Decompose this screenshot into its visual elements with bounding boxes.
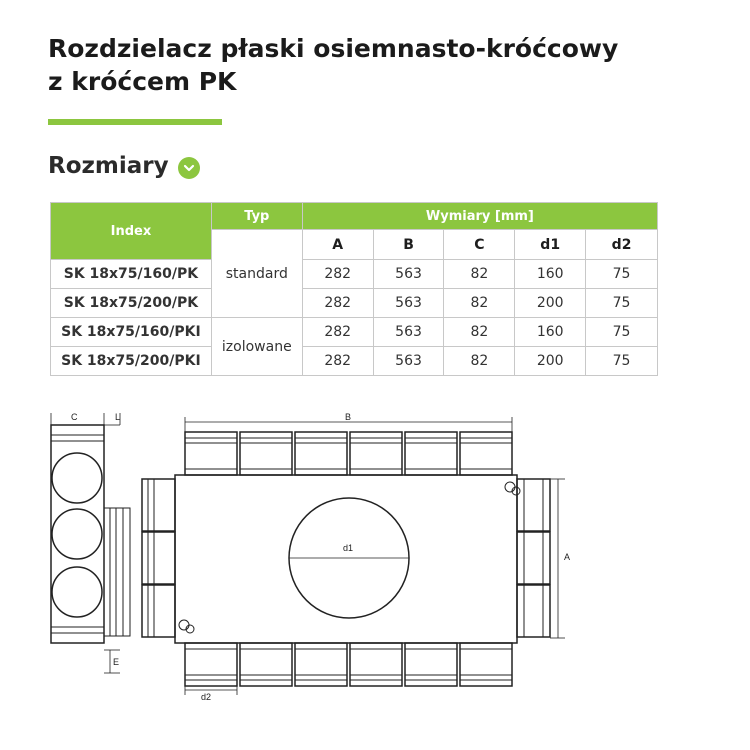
cell-b: 563	[373, 318, 444, 347]
typ-cell-izolowane: izolowane	[211, 318, 302, 376]
title-line-2: z króćcem PK	[48, 67, 237, 96]
typ-cell-standard: standard	[211, 230, 302, 318]
cell-d1: 160	[515, 260, 586, 289]
cell-c: 82	[444, 289, 515, 318]
dimensions-table	[50, 202, 658, 376]
cell-d2: 75	[586, 260, 658, 289]
cell-a: 282	[302, 289, 373, 318]
header-wymiary: Wymiary [mm]	[302, 203, 657, 230]
cell-d1: 160	[515, 318, 586, 347]
header-typ: Typ	[211, 203, 302, 230]
title-underline	[48, 119, 222, 125]
chevron-down-icon[interactable]	[178, 157, 200, 179]
table-row	[51, 347, 658, 376]
cell-c: 82	[444, 260, 515, 289]
row-index: SK 18x75/200/PK	[51, 289, 212, 318]
section-header[interactable]	[48, 153, 200, 179]
table-row	[51, 318, 658, 347]
title-line-1: Rozdzielacz płaski osiemnasto-króćcowy	[48, 34, 619, 63]
cell-a: 282	[302, 347, 373, 376]
table-row	[51, 260, 658, 289]
row-index: SK 18x75/160/PKI	[51, 318, 212, 347]
dim-label-e: E	[113, 657, 120, 667]
col-header-d1: d1	[515, 230, 586, 260]
dim-label-c: C	[71, 412, 78, 422]
cell-d2: 75	[586, 289, 658, 318]
dim-label-b: B	[345, 412, 352, 422]
row-index: SK 18x75/200/PKI	[51, 347, 212, 376]
cell-a: 282	[302, 318, 373, 347]
dim-label-d2: d2	[201, 692, 212, 702]
row-index: SK 18x75/160/PK	[51, 260, 212, 289]
col-header-b: B	[373, 230, 444, 260]
dim-label-l: L	[115, 412, 121, 422]
table-row	[51, 289, 658, 318]
cell-c: 82	[444, 347, 515, 376]
dim-label-d1: d1	[343, 543, 354, 553]
cell-d2: 75	[586, 347, 658, 376]
col-header-a: A	[302, 230, 373, 260]
header-index: Index	[51, 203, 212, 260]
col-header-d2: d2	[586, 230, 658, 260]
cell-d2: 75	[586, 318, 658, 347]
cell-b: 563	[373, 260, 444, 289]
cell-d1: 200	[515, 289, 586, 318]
cell-b: 563	[373, 347, 444, 376]
cell-c: 82	[444, 318, 515, 347]
page-title	[48, 32, 728, 98]
col-header-c: C	[444, 230, 515, 260]
cell-b: 563	[373, 289, 444, 318]
cell-a: 282	[302, 260, 373, 289]
section-label: Rozmiary	[48, 153, 169, 179]
dim-label-a: A	[564, 552, 571, 562]
cell-d1: 200	[515, 347, 586, 376]
technical-drawing	[40, 405, 600, 705]
